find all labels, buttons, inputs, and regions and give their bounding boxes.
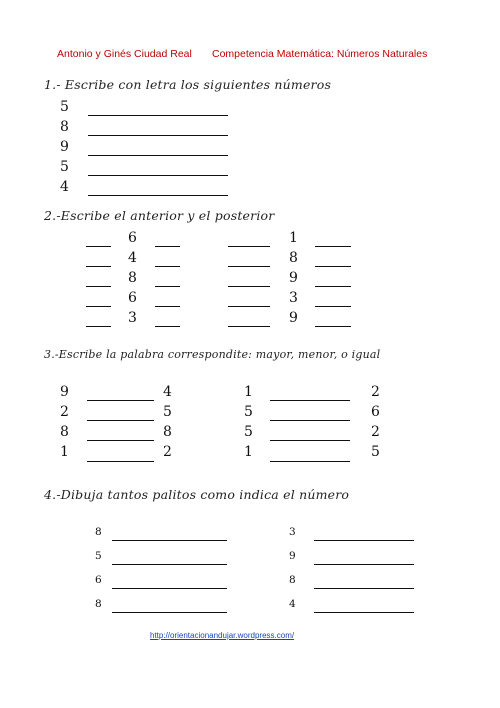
s4-answer-line — [314, 564, 414, 565]
section1-title: 1.- Escribe con letra los siguientes números — [44, 77, 332, 92]
s1-answer-line — [88, 175, 228, 176]
s3-answer-line — [270, 440, 350, 441]
s1-answer-line — [88, 155, 228, 156]
s4-answer-line — [112, 612, 227, 613]
s3-right-number: 6 — [371, 404, 380, 420]
s2-before-line — [86, 286, 111, 287]
s2-number: 3 — [289, 290, 298, 306]
s3-right-number: 5 — [371, 444, 380, 460]
s2-after-line — [155, 266, 180, 267]
s2-before-line — [86, 266, 111, 267]
s4-number: 5 — [95, 550, 102, 562]
s2-before-line — [228, 246, 270, 247]
s3-left-number: 2 — [60, 404, 69, 420]
s3-left-number: 5 — [244, 404, 253, 420]
s2-after-line — [155, 286, 180, 287]
s4-answer-line — [314, 588, 414, 589]
s2-after-line — [155, 306, 180, 307]
s3-answer-line — [270, 461, 350, 462]
s3-right-number: 2 — [371, 384, 380, 400]
s3-left-number: 1 — [60, 444, 69, 460]
s4-answer-line — [112, 588, 227, 589]
s3-left-number: 1 — [244, 384, 253, 400]
s2-before-line — [228, 326, 270, 327]
s1-answer-line — [88, 135, 228, 136]
s3-answer-line — [87, 400, 154, 401]
s2-after-line — [315, 286, 351, 287]
s2-after-line — [315, 266, 351, 267]
s2-number: 3 — [128, 310, 137, 326]
s4-answer-line — [314, 612, 414, 613]
s2-number: 1 — [289, 230, 298, 246]
s2-after-line — [155, 246, 180, 247]
s3-left-number: 1 — [244, 444, 253, 460]
s4-number: 8 — [95, 598, 102, 610]
s2-number: 9 — [289, 270, 298, 286]
s1-answer-line — [88, 115, 228, 116]
s4-answer-line — [112, 540, 227, 541]
s4-number: 9 — [289, 550, 296, 562]
s3-answer-line — [87, 420, 154, 421]
s2-number: 4 — [128, 250, 137, 266]
s4-answer-line — [314, 540, 414, 541]
s2-before-line — [86, 246, 111, 247]
s2-before-line — [228, 306, 270, 307]
s3-left-number: 9 — [60, 384, 69, 400]
s2-before-line — [86, 326, 111, 327]
s2-before-line — [228, 266, 270, 267]
s1-number: 5 — [60, 159, 69, 175]
s2-after-line — [315, 326, 351, 327]
s2-after-line — [155, 326, 180, 327]
s3-answer-line — [87, 440, 154, 441]
s3-answer-line — [270, 400, 350, 401]
s1-number: 9 — [60, 139, 69, 155]
s2-after-line — [315, 246, 351, 247]
s3-right-number: 4 — [163, 384, 172, 400]
s3-answer-line — [270, 420, 350, 421]
section3-title: 3.-Escribe la palabra correspondite: mayor, menor, o igual — [44, 348, 381, 361]
s3-answer-line — [87, 461, 154, 462]
section2-title: 2.-Escribe el anterior y el posterior — [44, 208, 275, 223]
s1-number: 8 — [60, 119, 69, 135]
footer-link[interactable]: http://orientacionandujar.wordpress.com/ — [150, 631, 295, 640]
section4-title: 4.-Dibuja tantos palitos como indica el número — [44, 487, 350, 502]
s4-number: 8 — [95, 526, 102, 538]
s2-after-line — [315, 306, 351, 307]
s2-number: 9 — [289, 310, 298, 326]
s2-number: 8 — [128, 270, 137, 286]
s2-before-line — [86, 306, 111, 307]
s1-number: 4 — [60, 179, 69, 195]
s4-number: 6 — [95, 574, 102, 586]
s4-number: 3 — [289, 526, 296, 538]
header-left: Antonio y Ginés Ciudad Real — [57, 48, 192, 60]
s1-number: 5 — [60, 99, 69, 115]
s3-right-number: 2 — [163, 444, 172, 460]
s4-answer-line — [112, 564, 227, 565]
s1-answer-line — [88, 195, 228, 196]
s3-right-number: 8 — [163, 424, 172, 440]
header-right: Competencia Matemática: Números Naturales — [212, 48, 428, 60]
s3-right-number: 5 — [163, 404, 172, 420]
s2-number: 6 — [128, 290, 137, 306]
s3-left-number: 8 — [60, 424, 69, 440]
s3-right-number: 2 — [371, 424, 380, 440]
s4-number: 8 — [289, 574, 296, 586]
s4-number: 4 — [289, 598, 296, 610]
s2-before-line — [228, 286, 270, 287]
s2-number: 6 — [128, 230, 137, 246]
s3-left-number: 5 — [244, 424, 253, 440]
s2-number: 8 — [289, 250, 298, 266]
